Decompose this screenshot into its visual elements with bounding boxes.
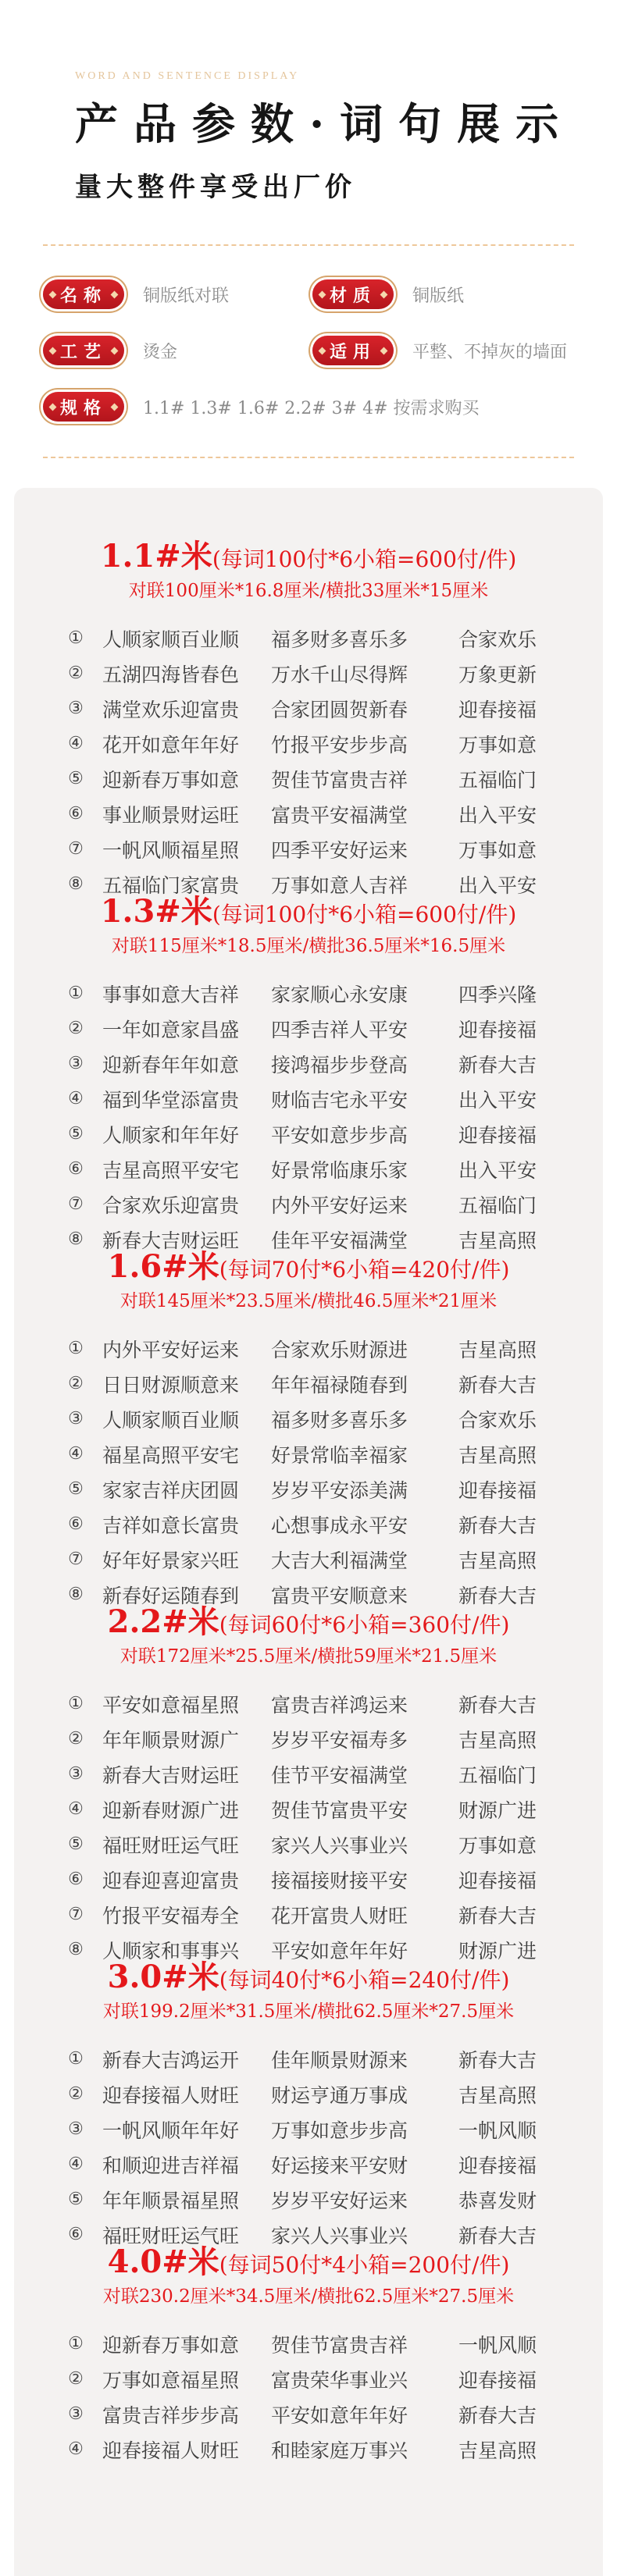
couplet-second-line: 平安如意步步高: [271, 1123, 408, 1147]
couplet-first-line: 一帆风顺福星照: [102, 838, 240, 862]
horizontal-scroll: 五福临门: [458, 1763, 537, 1787]
couplet-second-line: 佳年顺景财源来: [271, 2048, 408, 2072]
section-size: 2.2#米: [107, 1603, 219, 1640]
couplet-first-line: 人顺家和事事兴: [102, 1939, 240, 1962]
couplet-first-line: 迎新春年年如意: [102, 1053, 240, 1076]
couplet-first-line: 日日财源顺意来: [102, 1373, 240, 1397]
param-name: [43, 277, 229, 311]
couplet-first-line: 迎春迎喜迎富贵: [102, 1869, 240, 1892]
section-size: 1.1#米: [100, 538, 212, 575]
phrase-number: ⑦: [68, 839, 84, 859]
couplet-first-line: 福星高照平安宅: [102, 1443, 240, 1467]
phrase-row: [14, 831, 603, 866]
horizontal-scroll: 出入平安: [458, 873, 537, 897]
phrase-number: ⑤: [68, 2190, 84, 2209]
horizontal-scroll: 新春大吉: [458, 1584, 537, 1607]
horizontal-scroll: 新春大吉: [458, 1693, 537, 1717]
phrase-row: [14, 2361, 603, 2396]
couplet-second-line: 平安如意年年好: [271, 2403, 408, 2427]
phrase-number: ⑦: [68, 1905, 84, 1924]
phrase-number: ④: [68, 1799, 84, 1819]
param-craft: [43, 333, 177, 368]
couplet-second-line: 富贵平安顺意来: [271, 1584, 408, 1607]
couplet-second-line: 和睦家庭万事兴: [271, 2439, 408, 2462]
phrase-number: ③: [68, 1764, 84, 1784]
phrase-row: [14, 621, 603, 656]
page-header: [75, 70, 590, 204]
horizontal-scroll: 五福临门: [458, 1194, 537, 1217]
phrase-number: ④: [68, 1089, 84, 1108]
size-section: [14, 890, 603, 1257]
size-section: [14, 1600, 603, 1967]
phrase-number: ①: [68, 984, 84, 1003]
horizontal-scroll: 万象更新: [458, 663, 537, 686]
couplet-second-line: 佳年平安福满堂: [271, 1229, 408, 1252]
couplet-second-line: 贺佳节富贵吉祥: [271, 768, 408, 792]
phrase-row: [14, 1471, 603, 1507]
couplet-second-line: 福多财多喜乐多: [271, 1408, 408, 1432]
horizontal-scroll: 合家欢乐: [458, 1408, 537, 1432]
couplet-first-line: 竹报平安福寿全: [102, 1904, 240, 1927]
couplet-first-line: 万事如意福星照: [102, 2368, 240, 2392]
phrase-number: ③: [68, 1409, 84, 1429]
phrase-row: [14, 2147, 603, 2182]
phrase-number: ④: [68, 1444, 84, 1464]
couplet-second-line: 大吉大利福满堂: [271, 1549, 408, 1572]
horizontal-scroll: 新春大吉: [458, 1904, 537, 1927]
phrase-row: [14, 2432, 603, 2467]
phrase-row: [14, 1331, 603, 1366]
phrase-row: [14, 1791, 603, 1827]
couplet-second-line: 贺佳节富贵平安: [271, 1799, 408, 1822]
horizontal-scroll: 一帆风顺: [458, 2119, 537, 2142]
couplet-second-line: 家兴人兴事业兴: [271, 1834, 408, 1857]
horizontal-scroll: 财源广进: [458, 1939, 537, 1962]
horizontal-scroll: 迎春接福: [458, 1478, 537, 1502]
phrase-row: [14, 2396, 603, 2432]
horizontal-scroll: 迎春接福: [458, 1123, 537, 1147]
couplet-second-line: 好景常临幸福家: [271, 1443, 408, 1467]
couplet-first-line: 迎春接福人财旺: [102, 2439, 240, 2462]
couplet-second-line: 家兴人兴事业兴: [271, 2224, 408, 2247]
couplet-first-line: 新春大吉鸿运开: [102, 2048, 240, 2072]
phrase-row: [14, 761, 603, 796]
section-size: 1.3#米: [100, 893, 212, 930]
phrase-number: ③: [68, 1054, 84, 1073]
phrase-number: ④: [68, 2154, 84, 2174]
phrase-row: [14, 656, 603, 691]
section-title: [14, 535, 603, 578]
couplet-second-line: 岁岁平安好运来: [271, 2189, 408, 2212]
phrase-row: [14, 1366, 603, 1401]
couplet-second-line: 心想事成永平安: [271, 1514, 408, 1537]
phrase-row: [14, 1116, 603, 1151]
phrase-list: [14, 621, 603, 902]
phrase-number: ⑧: [68, 1229, 84, 1249]
couplet-second-line: 万事如意人吉祥: [271, 873, 408, 897]
couplet-second-line: 福多财多喜乐多: [271, 628, 408, 651]
phrase-number: ⑥: [68, 804, 84, 824]
section-dimensions: 对联145厘米*23.5厘米/横批46.5厘米*21厘米: [119, 1291, 498, 1311]
section-quantity: (每词50付*4小箱=200付/件): [219, 2252, 510, 2278]
phrase-number: ⑦: [68, 1194, 84, 1214]
phrase-row: [14, 1897, 603, 1932]
couplet-second-line: 合家团圆贺新春: [271, 698, 408, 721]
couplet-second-line: 内外平安好运来: [271, 1194, 408, 1217]
couplet-first-line: 人顺家顺百业顺: [102, 628, 240, 651]
phrase-number: ⑤: [68, 1834, 84, 1854]
param-label: 规格: [43, 392, 124, 422]
phrase-number: ⑥: [68, 1870, 84, 1889]
param-value: 烫金: [143, 342, 178, 362]
horizontal-scroll: 吉星高照: [458, 1338, 537, 1361]
horizontal-scroll: 一帆风顺: [458, 2333, 537, 2357]
horizontal-scroll: 迎春接福: [458, 2154, 537, 2177]
couplet-first-line: 好年好景家兴旺: [102, 1549, 240, 1572]
couplet-first-line: 一帆风顺年年好: [102, 2119, 240, 2142]
phrase-number: ②: [68, 2084, 84, 2104]
phrase-row: [14, 1756, 603, 1791]
phrase-number: ①: [68, 1694, 84, 1713]
param-spec: [43, 390, 480, 424]
couplet-second-line: 万水千山尽得辉: [271, 663, 408, 686]
couplet-second-line: 年年福禄随春到: [271, 1373, 408, 1397]
horizontal-scroll: 四季兴隆: [458, 983, 537, 1006]
phrase-number: ③: [68, 2404, 84, 2424]
couplet-first-line: 内外平安好运来: [102, 1338, 240, 1361]
couplet-second-line: 富贵吉祥鸿运来: [271, 1693, 408, 1717]
horizontal-scroll: 迎春接福: [458, 698, 537, 721]
phrase-number: ④: [68, 2439, 84, 2459]
horizontal-scroll: 迎春接福: [458, 1018, 537, 1041]
couplet-second-line: 竹报平安步步高: [271, 733, 408, 756]
couplet-second-line: 平安如意年年好: [271, 1939, 408, 1962]
phrase-number: ②: [68, 1019, 84, 1038]
size-section: [14, 1245, 603, 1612]
phrase-row: [14, 1721, 603, 1756]
phrase-row: [14, 1507, 603, 1542]
couplet-second-line: 家家顺心永安康: [271, 983, 408, 1006]
phrase-row: [14, 1862, 603, 1897]
couplet-second-line: 财临吉宅永平安: [271, 1088, 408, 1112]
section-quantity: (每词60付*6小箱=360付/件): [219, 1612, 510, 1638]
section-size: 3.0#米: [107, 1959, 219, 1995]
couplet-second-line: 岁岁平安添美满: [271, 1478, 408, 1502]
phrase-number: ②: [68, 664, 84, 683]
couplet-first-line: 迎春接福人财旺: [102, 2083, 240, 2107]
couplet-second-line: 接福接财接平安: [271, 1869, 408, 1892]
phrase-number: ⑥: [68, 1514, 84, 1534]
horizontal-scroll: 吉星高照: [458, 1229, 537, 1252]
couplet-first-line: 满堂欢乐迎富贵: [102, 698, 240, 721]
section-quantity: (每词40付*6小箱=240付/件): [219, 1967, 510, 1993]
phrase-number: ①: [68, 628, 84, 648]
phrase-number: ①: [68, 2049, 84, 2069]
couplet-second-line: 四季吉祥人平安: [271, 1018, 408, 1041]
couplet-first-line: 家家吉祥庆团圆: [102, 1478, 240, 1502]
phrase-row: [14, 1081, 603, 1116]
phrase-number: ②: [68, 2369, 84, 2389]
phrase-list: [14, 2041, 603, 2252]
couplet-second-line: 佳节平安福满堂: [271, 1763, 408, 1787]
section-title: [14, 1600, 603, 1644]
horizontal-scroll: 吉星高照: [458, 1443, 537, 1467]
horizontal-scroll: 新春大吉: [458, 2224, 537, 2247]
couplet-first-line: 五福临门家富贵: [102, 873, 240, 897]
couplet-first-line: 富贵吉祥步步高: [102, 2403, 240, 2427]
phrase-number: ②: [68, 1374, 84, 1393]
couplet-first-line: 新春大吉财运旺: [102, 1763, 240, 1787]
horizontal-scroll: 合家欢乐: [458, 628, 537, 651]
horizontal-scroll: 吉星高照: [458, 1728, 537, 1752]
page-title: 产品参数·词句展示: [75, 98, 575, 149]
couplet-second-line: 财运亨通万事成: [271, 2083, 408, 2107]
horizontal-scroll: 出入平安: [458, 1158, 537, 1182]
param-label: 名称: [43, 279, 124, 309]
phrase-number: ⑥: [68, 1159, 84, 1179]
phrase-row: [14, 1401, 603, 1436]
phrase-row: [14, 2041, 603, 2076]
section-quantity: (每词100付*6小箱=600付/件): [212, 902, 517, 927]
phrase-row: [14, 1827, 603, 1862]
couplet-second-line: 合家欢乐财源进: [271, 1338, 408, 1361]
horizontal-scroll: 迎春接福: [458, 2368, 537, 2392]
horizontal-scroll: 吉星高照: [458, 2439, 537, 2462]
phrase-number: ⑤: [68, 1124, 84, 1144]
section-dimensions: 对联172厘米*25.5厘米/横批59厘米*21.5厘米: [119, 1646, 498, 1667]
couplet-first-line: 事业顺景财运旺: [102, 803, 240, 827]
couplet-second-line: 好景常临康乐家: [271, 1158, 408, 1182]
page-subtitle: 量大整件享受出厂价: [75, 172, 356, 203]
horizontal-scroll: 出入平安: [458, 803, 537, 827]
couplet-second-line: 四季平安好运来: [271, 838, 408, 862]
couplet-first-line: 新春好运随春到: [102, 1584, 240, 1607]
phrase-row: [14, 1046, 603, 1081]
param-value: 1.1# 1.3# 1.6# 2.2# 3# 4# 按需求购买: [143, 398, 480, 418]
phrase-row: [14, 1187, 603, 1222]
phrase-number: ①: [68, 2334, 84, 2354]
horizontal-scroll: 吉星高照: [458, 1549, 537, 1572]
phrase-row: [14, 691, 603, 726]
couplet-first-line: 吉祥如意长富贵: [102, 1514, 240, 1537]
couplet-second-line: 花开富贵人财旺: [271, 1904, 408, 1927]
phrase-row: [14, 2326, 603, 2361]
couplet-first-line: 花开如意年年好: [102, 733, 240, 756]
english-subtitle: WORD AND SENTENCE DISPLAY: [75, 70, 300, 82]
param-material: [312, 277, 464, 311]
horizontal-scroll: 万事如意: [458, 1834, 537, 1857]
couplet-first-line: 福旺财旺运气旺: [102, 2224, 240, 2247]
horizontal-scroll: 新春大吉: [458, 2048, 537, 2072]
param-value: 铜版纸: [412, 286, 465, 306]
couplet-second-line: 好运接来平安财: [271, 2154, 408, 2177]
couplet-first-line: 迎新春万事如意: [102, 2333, 240, 2357]
phrase-row: [14, 1011, 603, 1046]
couplet-first-line: 迎新春万事如意: [102, 768, 240, 792]
horizontal-scroll: 新春大吉: [458, 1053, 537, 1076]
couplet-second-line: 富贵荣华事业兴: [271, 2368, 408, 2392]
phrase-number: ⑦: [68, 1550, 84, 1569]
horizontal-scroll: 新春大吉: [458, 1514, 537, 1537]
horizontal-scroll: 财源广进: [458, 1799, 537, 1822]
size-section: [14, 2240, 603, 2467]
section-title: [14, 1955, 603, 1999]
phrase-number: ③: [68, 2119, 84, 2139]
product-params: [43, 244, 574, 458]
phrase-number: ⑧: [68, 1585, 84, 1604]
phrase-list: [14, 976, 603, 1257]
horizontal-scroll: 万事如意: [458, 733, 537, 756]
couplet-first-line: 平安如意福星照: [102, 1693, 240, 1717]
phrase-number: ⑤: [68, 1479, 84, 1499]
phrase-display-card: [14, 488, 603, 2576]
section-quantity: (每词100付*6小箱=600付/件): [212, 546, 517, 572]
phrase-row: [14, 2182, 603, 2217]
couplet-first-line: 年年顺景财源广: [102, 1728, 240, 1752]
section-title: [14, 890, 603, 934]
param-value: 铜版纸对联: [143, 286, 230, 306]
couplet-first-line: 和顺迎进吉祥福: [102, 2154, 240, 2177]
section-dimensions: 对联115厘米*18.5厘米/横批36.5厘米*16.5厘米: [111, 936, 506, 956]
phrase-number: ③: [68, 699, 84, 718]
couplet-first-line: 福旺财旺运气旺: [102, 1834, 240, 1857]
couplet-first-line: 人顺家顺百业顺: [102, 1408, 240, 1432]
phrase-list: [14, 1686, 603, 1967]
section-dimensions: 对联199.2厘米*31.5厘米/横批62.5厘米*27.5厘米: [102, 2001, 515, 2022]
phrase-number: ②: [68, 1729, 84, 1749]
section-title: [14, 2240, 603, 2284]
param-label: 工艺: [43, 336, 124, 365]
couplet-second-line: 贺佳节富贵吉祥: [271, 2333, 408, 2357]
phrase-row: [14, 2076, 603, 2112]
phrase-row: [14, 1436, 603, 1471]
couplet-second-line: 万事如意步步高: [271, 2119, 408, 2142]
phrase-row: [14, 1542, 603, 1577]
phrase-list: [14, 2326, 603, 2467]
phrase-number: ⑧: [68, 1940, 84, 1959]
couplet-first-line: 合家欢乐迎富贵: [102, 1194, 240, 1217]
size-section: [14, 535, 603, 902]
horizontal-scroll: 吉星高照: [458, 2083, 537, 2107]
phrase-number: ⑧: [68, 874, 84, 894]
section-dimensions: 对联100厘米*16.8厘米/横批33厘米*15厘米: [128, 581, 489, 601]
section-title: [14, 1245, 603, 1289]
phrase-row: [14, 1151, 603, 1187]
param-value: 平整、不掉灰的墙面: [412, 342, 568, 362]
couplet-first-line: 五湖四海皆春色: [102, 663, 240, 686]
couplet-first-line: 吉星高照平安宅: [102, 1158, 240, 1182]
phrase-row: [14, 976, 603, 1011]
couplet-first-line: 人顺家和年年好: [102, 1123, 240, 1147]
param-usage: [312, 333, 567, 368]
phrase-row: [14, 796, 603, 831]
size-section: [14, 1955, 603, 2252]
horizontal-scroll: 新春大吉: [458, 2403, 537, 2427]
section-size: 1.6#米: [107, 1248, 219, 1285]
section-size: 4.0#米: [107, 2243, 219, 2280]
phrase-number: ⑤: [68, 769, 84, 788]
couplet-first-line: 迎新春财源广进: [102, 1799, 240, 1822]
phrase-number: ⑥: [68, 2225, 84, 2244]
section-dimensions: 对联230.2厘米*34.5厘米/横批62.5厘米*27.5厘米: [102, 2286, 515, 2307]
horizontal-scroll: 万事如意: [458, 838, 537, 862]
horizontal-scroll: 出入平安: [458, 1088, 537, 1112]
section-quantity: (每词70付*6小箱=420付/件): [219, 1257, 510, 1283]
couplet-first-line: 福到华堂添富贵: [102, 1088, 240, 1112]
couplet-first-line: 新春大吉财运旺: [102, 1229, 240, 1252]
param-label: 材质: [312, 279, 394, 309]
couplet-first-line: 一年如意家昌盛: [102, 1018, 240, 1041]
horizontal-scroll: 恭喜发财: [458, 2189, 537, 2212]
phrase-row: [14, 2112, 603, 2147]
phrase-row: [14, 726, 603, 761]
phrase-list: [14, 1331, 603, 1612]
couplet-second-line: 接鸿福步步登高: [271, 1053, 408, 1076]
horizontal-scroll: 五福临门: [458, 768, 537, 792]
couplet-first-line: 事事如意大吉祥: [102, 983, 240, 1006]
couplet-second-line: 岁岁平安福寿多: [271, 1728, 408, 1752]
couplet-first-line: 年年顺景福星照: [102, 2189, 240, 2212]
phrase-row: [14, 1686, 603, 1721]
couplet-second-line: 富贵平安福满堂: [271, 803, 408, 827]
param-label: 适用: [312, 336, 394, 365]
phrase-number: ①: [68, 1339, 84, 1358]
phrase-number: ④: [68, 734, 84, 753]
horizontal-scroll: 迎春接福: [458, 1869, 537, 1892]
horizontal-scroll: 新春大吉: [458, 1373, 537, 1397]
